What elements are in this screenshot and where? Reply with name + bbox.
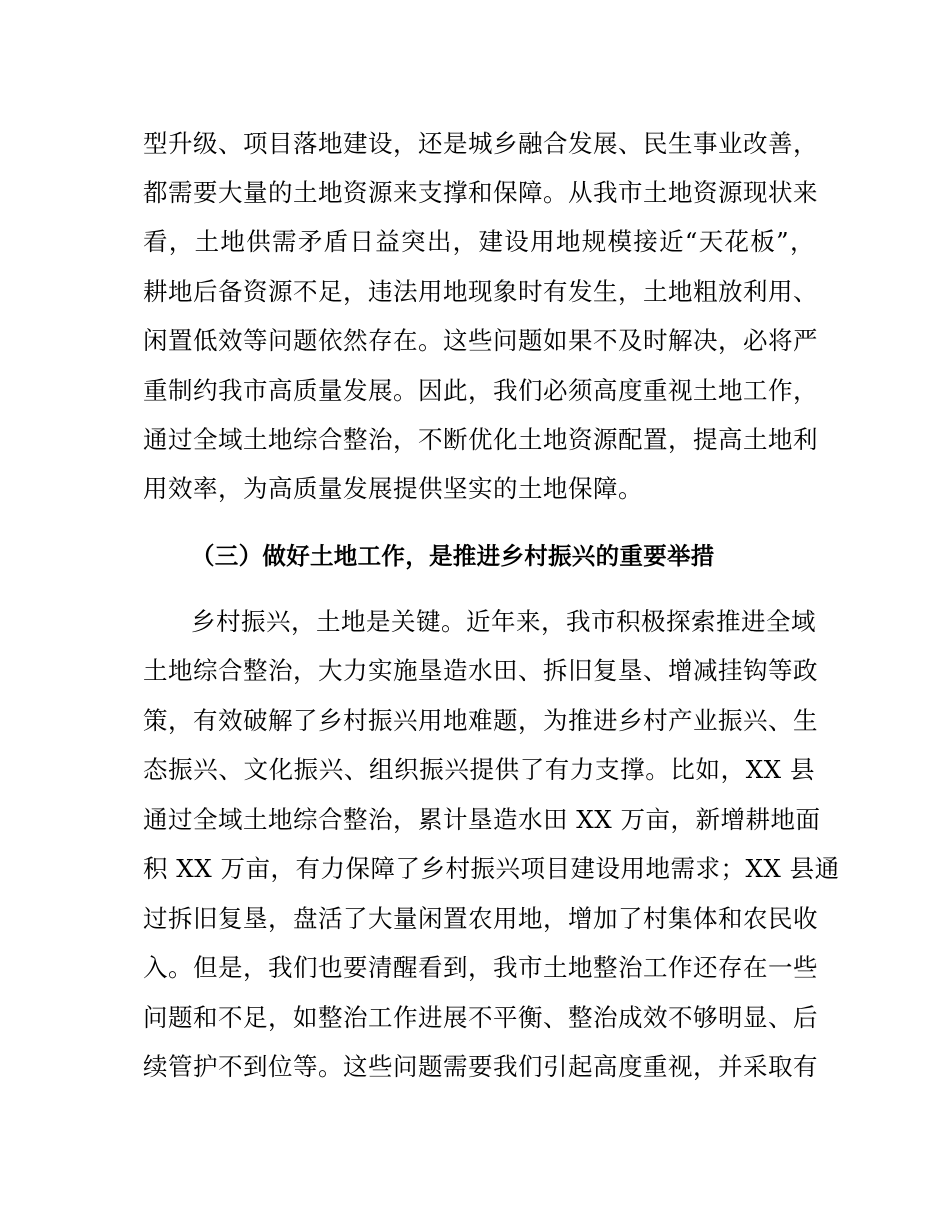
paragraph-1-line-3: 看，土地供需矛盾日益突出，建设用地规模接近“天花板”， [143, 227, 815, 256]
paragraph-1-line-4: 耕地后备资源不足，违法用地现象时有发生，土地粗放利用、 [143, 277, 818, 306]
paragraph-1-line-6: 重制约我市高质量发展。因此，我们必须高度重视土地工作， [143, 376, 818, 405]
paragraph-2-line-3: 策，有效破解了乡村振兴用地难题，为推进乡村产业振兴、生 [143, 706, 818, 735]
paragraph-1-line-5: 闲置低效等问题依然存在。这些问题如果不及时解决，必将严 [143, 326, 818, 355]
paragraph-1-line-8: 用效率，为高质量发展提供坚实的土地保障。 [143, 474, 643, 503]
paragraph-1-line-1: 型升级、项目落地建设，还是城乡融合发展、民生事业改善， [143, 129, 818, 158]
paragraph-1-line-7: 通过全域土地综合整治，不断优化土地资源配置，提高土地利 [143, 425, 818, 454]
paragraph-2-line-8: 入。但是，我们也要清醒看到，我市土地整治工作还存在一些 [143, 953, 818, 982]
paragraph-2-line-2: 土地综合整治，大力实施垦造水田、拆旧复垦、增减挂钩等政 [143, 656, 818, 685]
section-heading: （三）做好土地工作，是推进乡村振兴的重要举措 [191, 542, 715, 570]
paragraph-2-line-9: 问题和不足，如整治工作进展不平衡、整治成效不够明显、后 [143, 1003, 818, 1032]
paragraph-2-line-4: 态振兴、文化振兴、组织振兴提供了有力支撑。比如，XX 县 [143, 755, 815, 784]
paragraph-2-line-1: 乡村振兴，土地是关键。近年来，我市积极探索推进全域 [191, 607, 816, 636]
paragraph-2-line-6: 积 XX 万亩，有力保障了乡村振兴项目建设用地需求；XX 县通 [143, 854, 840, 883]
paragraph-2-line-10: 续管护不到位等。这些问题需要我们引起高度重视，并采取有 [143, 1052, 818, 1081]
paragraph-2-line-5: 通过全域土地综合整治，累计垦造水田 XX 万亩，新增耕地面 [143, 805, 821, 834]
paragraph-1-line-2: 都需要大量的土地资源来支撑和保障。从我市土地资源现状来 [143, 178, 818, 207]
paragraph-2-line-7: 过拆旧复垦，盘活了大量闲置农用地，增加了村集体和农民收 [143, 904, 818, 933]
